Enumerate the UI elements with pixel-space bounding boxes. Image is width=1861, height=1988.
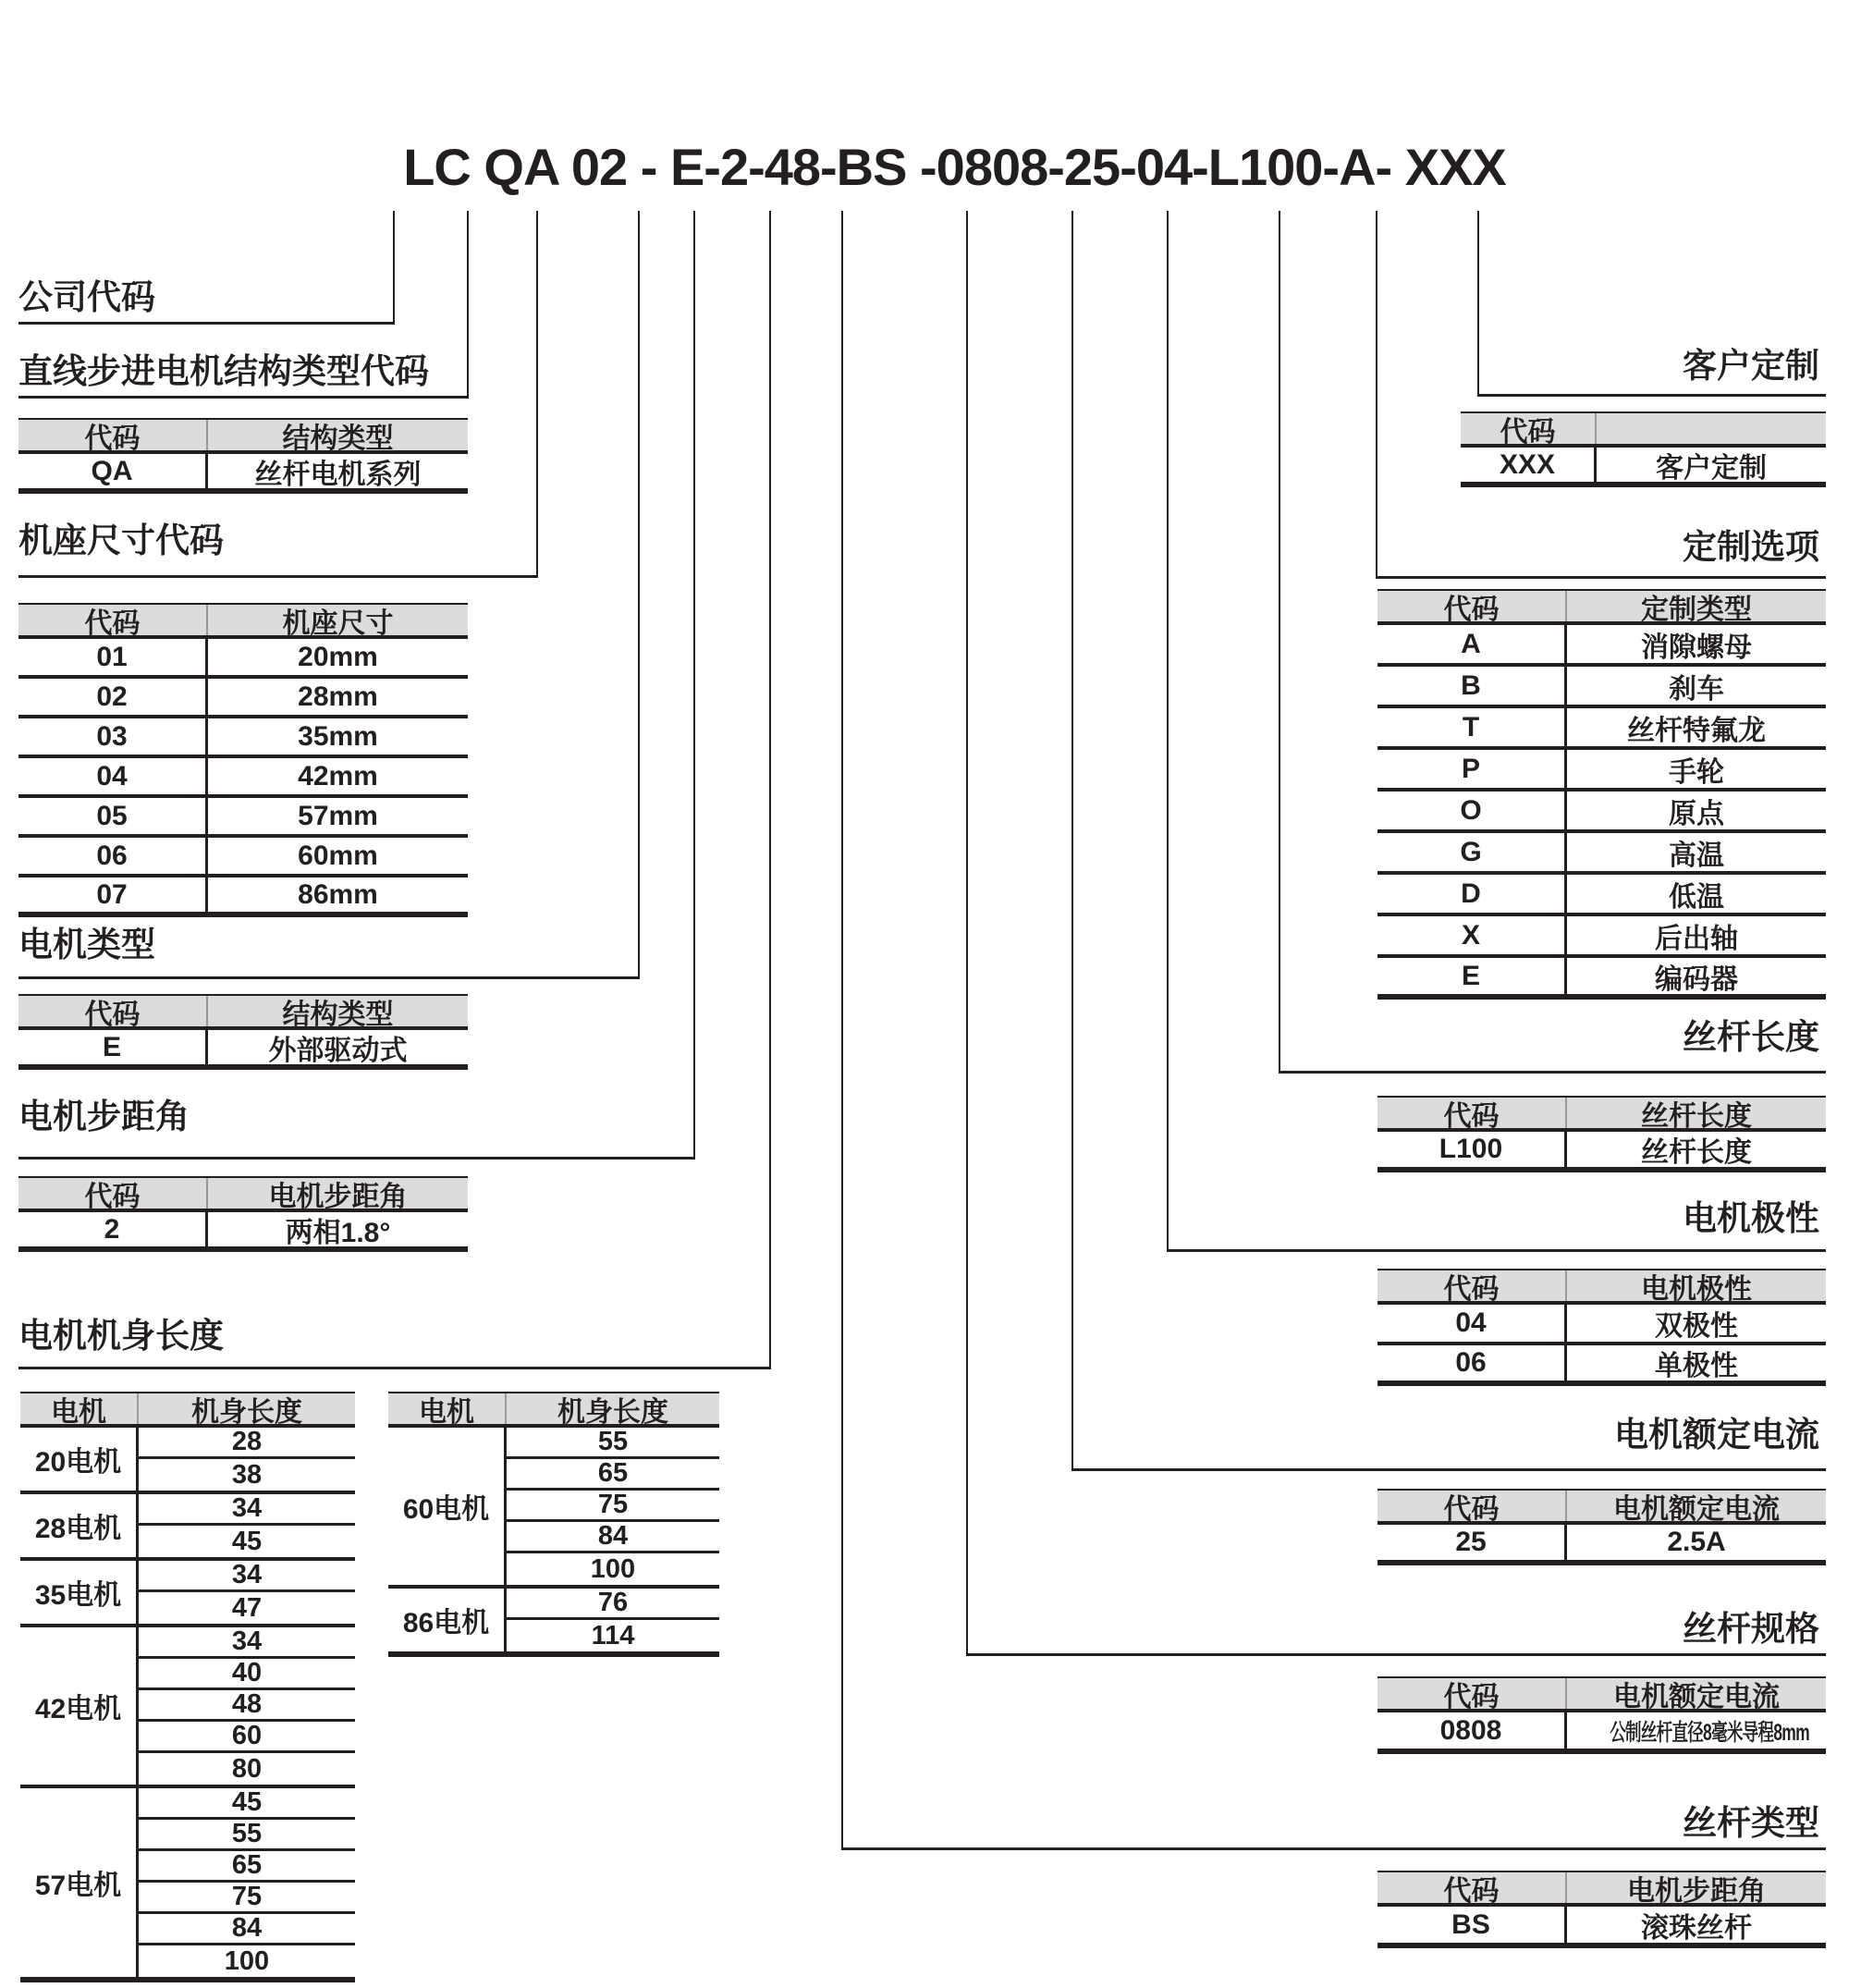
table-row — [1377, 1132, 1826, 1172]
connector-line-screw-spec — [966, 211, 968, 1656]
code-cell: BS — [1377, 1907, 1567, 1943]
value-cell: 两相1.8° — [285, 1217, 391, 1248]
header-cell-desc: 电机额定电流 — [1613, 1681, 1780, 1712]
motor-group-row — [20, 1627, 355, 1788]
table-header-row — [1377, 1678, 1826, 1712]
section-label-screw-type: 丝杆类型 — [1683, 1804, 1819, 1842]
length-value-cell: 34 — [139, 1627, 355, 1659]
header-cell-code: 代码 — [18, 605, 208, 635]
value-cell: 编码器 — [1655, 963, 1738, 995]
header-cell-desc: 机身长度 — [191, 1396, 302, 1428]
connector-line-body-length — [769, 211, 771, 1369]
connector-line-screw-length — [1279, 211, 1280, 1074]
connector-line-screw-type — [841, 211, 843, 1850]
motor-group-cell: 28电机 — [20, 1494, 139, 1557]
length-value-cell: 47 — [231, 1592, 263, 1623]
length-value-cell: 28 — [139, 1428, 355, 1459]
section-label-screw-length: 丝杆长度 — [1683, 1018, 1819, 1056]
code-cell: 2 — [18, 1212, 208, 1246]
table-row — [1377, 1712, 1826, 1754]
screw-type-table — [1377, 1871, 1826, 1948]
length-value-cell: 84 — [507, 1522, 719, 1553]
connector-line-step-angle — [693, 211, 695, 1160]
group-values — [139, 1494, 355, 1557]
code-cell: L100 — [1377, 1132, 1567, 1167]
code-cell: 02 — [18, 679, 208, 715]
header-cell-desc: 电机额定电流 — [1613, 1493, 1780, 1525]
code-cell: P — [1377, 750, 1567, 788]
section-underline-options — [1376, 576, 1826, 579]
rated-current-table — [1377, 1489, 1826, 1565]
table-row — [18, 838, 468, 877]
motor-group-row — [20, 1561, 355, 1627]
section-label-frame: 机座尺寸代码 — [18, 522, 224, 559]
table-row — [18, 758, 468, 798]
table-row — [18, 454, 468, 494]
table-header-row — [18, 420, 468, 454]
frame-size-table — [18, 603, 468, 917]
value-cell: 57mm — [298, 800, 378, 831]
section-underline-rated-current — [1071, 1468, 1826, 1471]
value-cell: 后出轴 — [1655, 923, 1738, 954]
table-row — [18, 639, 468, 679]
table-header-row — [1377, 1872, 1826, 1907]
table-row — [18, 798, 468, 838]
connector-line-structure — [467, 211, 469, 399]
code-cell: 25 — [1377, 1525, 1567, 1560]
length-value-cell: 75 — [507, 1491, 719, 1522]
motor-group-row — [20, 1494, 355, 1561]
length-value-cell: 100 — [590, 1553, 636, 1584]
table-header-row — [388, 1393, 719, 1428]
length-value-cell: 84 — [139, 1914, 355, 1945]
table-row — [1377, 708, 1826, 750]
code-cell: 04 — [18, 758, 208, 794]
customer-custom-table — [1461, 411, 1826, 487]
value-cell: 高温 — [1669, 840, 1724, 871]
part-number-title: LC QA 02 - E-2-48-BS -0808-25-04-L100-A- XXX — [403, 138, 1506, 196]
table-row — [1377, 1345, 1826, 1386]
table-row — [1377, 625, 1826, 667]
header-cell-code: 代码 — [1377, 1872, 1567, 1903]
table-header-row — [18, 996, 468, 1030]
value-cell: 丝杆长度 — [1641, 1137, 1752, 1168]
header-cell-code: 代码 — [1377, 591, 1567, 621]
length-value-cell: 60 — [139, 1722, 355, 1753]
value-cell: 手轮 — [1669, 756, 1724, 788]
value-cell: 丝杆特氟龙 — [1627, 715, 1766, 746]
table-row — [1377, 667, 1826, 708]
header-cell-desc: 丝杆长度 — [1641, 1100, 1752, 1132]
length-value-cell: 65 — [507, 1459, 719, 1491]
code-cell: A — [1377, 625, 1567, 663]
code-cell: G — [1377, 833, 1567, 871]
code-cell: O — [1377, 792, 1567, 829]
body-length-table-b — [388, 1392, 719, 1657]
section-underline-motor-type — [18, 976, 640, 979]
header-cell-code: 代码 — [18, 996, 208, 1026]
header-cell-code: 代码 — [18, 1178, 208, 1209]
table-row — [18, 1030, 468, 1070]
section-label-screw-spec: 丝杆规格 — [1683, 1610, 1819, 1648]
value-cell: 刹车 — [1669, 673, 1724, 705]
value-cell: 消隙螺母 — [1641, 632, 1752, 663]
header-cell-desc — [1597, 413, 1826, 444]
code-cell: E — [1377, 958, 1567, 994]
header-cell-code: 代码 — [1461, 413, 1597, 444]
header-cell-desc: 电机步距角 — [268, 1181, 408, 1212]
screw-spec-table — [1377, 1676, 1826, 1754]
motor-type-table — [18, 994, 468, 1070]
group-values — [507, 1428, 719, 1585]
table-row — [1377, 916, 1826, 958]
table-row — [1377, 833, 1826, 875]
section-label-polarity: 电机极性 — [1683, 1199, 1819, 1237]
connector-line-options — [1376, 211, 1377, 579]
motor-group-row — [388, 1589, 719, 1657]
motor-group-row — [20, 1428, 355, 1494]
table-row — [18, 718, 468, 758]
value-cell: 外部驱动式 — [268, 1035, 408, 1066]
section-underline-frame — [18, 575, 538, 578]
header-cell-desc: 电机步距角 — [1627, 1875, 1766, 1907]
code-cell: B — [1377, 667, 1567, 705]
value-cell: 公制丝杆直径8毫米导程8mm — [1610, 1719, 1810, 1746]
connector-line-polarity — [1167, 211, 1169, 1252]
value-cell: 丝杆电机系列 — [254, 459, 422, 490]
header-cell-desc: 结构类型 — [282, 999, 394, 1030]
code-cell: T — [1377, 708, 1567, 746]
value-cell: 86mm — [298, 878, 378, 910]
motor-group-cell: 20电机 — [20, 1428, 139, 1491]
value-cell: 20mm — [298, 641, 378, 672]
polarity-table — [1377, 1269, 1826, 1386]
value-cell: 单极性 — [1655, 1351, 1738, 1381]
group-values — [139, 1627, 355, 1785]
header-cell-code: 代码 — [1377, 1270, 1567, 1301]
length-value-cell: 38 — [231, 1459, 263, 1490]
header-cell-code: 代码 — [1377, 1491, 1567, 1521]
value-cell: 28mm — [298, 681, 378, 712]
section-underline-company — [18, 322, 395, 325]
group-values — [139, 1788, 355, 1977]
section-underline-screw-length — [1279, 1071, 1826, 1074]
connector-line-rated-current — [1071, 211, 1073, 1471]
length-value-cell: 65 — [139, 1851, 355, 1883]
value-cell: 60mm — [298, 840, 378, 871]
code-cell: XXX — [1461, 448, 1597, 482]
connector-line-frame — [536, 211, 538, 578]
length-value-cell: 55 — [507, 1428, 719, 1459]
code-cell: 06 — [18, 838, 208, 874]
value-cell: 2.5A — [1667, 1527, 1726, 1557]
table-header-row — [18, 1178, 468, 1212]
header-cell-code: 代码 — [18, 420, 208, 450]
value-cell: 原点 — [1669, 798, 1724, 829]
header-cell-code: 代码 — [1377, 1098, 1567, 1128]
length-value-cell: 34 — [139, 1561, 355, 1592]
code-cell: QA — [18, 454, 208, 488]
length-value-cell: 76 — [507, 1589, 719, 1620]
motor-group-cell: 57电机 — [20, 1788, 139, 1977]
length-value-cell: 55 — [139, 1820, 355, 1851]
section-label-options: 定制选项 — [1683, 528, 1819, 566]
motor-group-cell: 86电机 — [388, 1589, 507, 1651]
length-value-cell: 80 — [231, 1753, 263, 1784]
header-cell-code: 电机 — [20, 1393, 139, 1424]
motor-group-row — [388, 1428, 719, 1589]
table-row — [1377, 958, 1826, 1000]
code-cell: X — [1377, 916, 1567, 954]
code-cell: 07 — [18, 877, 208, 912]
value-cell: 双极性 — [1655, 1311, 1738, 1342]
code-cell: 03 — [18, 718, 208, 755]
group-values — [139, 1561, 355, 1624]
group-values — [139, 1428, 355, 1491]
section-label-body-length: 电机机身长度 — [18, 1317, 224, 1355]
table-header-row — [20, 1393, 355, 1428]
body-length-table-a — [20, 1392, 355, 1982]
length-value-cell: 48 — [139, 1690, 355, 1722]
section-label-company: 公司代码 — [18, 278, 155, 316]
section-label-step-angle: 电机步距角 — [18, 1098, 190, 1135]
code-cell: 04 — [1377, 1305, 1567, 1342]
header-cell-code: 电机 — [388, 1393, 507, 1424]
code-cell: 0808 — [1377, 1712, 1567, 1749]
table-row — [1377, 1525, 1826, 1565]
motor-group-cell: 42电机 — [20, 1627, 139, 1785]
connector-line-motor-type — [638, 211, 640, 979]
connector-line-custom — [1477, 211, 1479, 397]
screw-length-table — [1377, 1096, 1826, 1172]
table-header-row — [18, 605, 468, 639]
group-values — [507, 1589, 719, 1651]
table-row — [18, 877, 468, 917]
length-value-cell: 114 — [591, 1620, 635, 1651]
section-underline-polarity — [1167, 1249, 1826, 1252]
structure-type-table — [18, 418, 468, 494]
length-value-cell: 75 — [139, 1883, 355, 1914]
connector-line-company — [393, 211, 395, 325]
code-cell: 05 — [18, 798, 208, 834]
header-cell-desc: 机身长度 — [557, 1396, 668, 1428]
header-cell-code: 代码 — [1377, 1678, 1567, 1709]
section-underline-screw-type — [841, 1847, 1826, 1850]
table-row — [1377, 875, 1826, 916]
table-row — [18, 1212, 468, 1252]
table-row — [1461, 448, 1826, 487]
section-underline-step-angle — [18, 1157, 695, 1160]
table-header-row — [1377, 1098, 1826, 1132]
header-cell-desc: 机座尺寸 — [282, 607, 394, 639]
code-cell: D — [1377, 875, 1567, 913]
value-cell: 42mm — [298, 760, 378, 792]
step-angle-table — [18, 1176, 468, 1252]
table-row — [18, 679, 468, 718]
section-label-custom: 客户定制 — [1683, 347, 1819, 385]
table-row — [1377, 792, 1826, 833]
length-value-cell: 34 — [139, 1494, 355, 1526]
table-row — [1377, 1305, 1826, 1345]
section-underline-custom — [1477, 394, 1826, 397]
motor-group-row — [20, 1788, 355, 1982]
table-header-row — [1461, 413, 1826, 448]
length-value-cell: 45 — [139, 1788, 355, 1820]
table-header-row — [1377, 1491, 1826, 1525]
table-header-row — [1377, 591, 1826, 625]
custom-options-table — [1377, 589, 1826, 1000]
section-label-motor-type: 电机类型 — [18, 926, 155, 963]
value-cell: 低温 — [1669, 881, 1724, 913]
table-header-row — [1377, 1270, 1826, 1305]
length-value-cell: 40 — [139, 1659, 355, 1690]
table-row — [1377, 750, 1826, 792]
value-cell: 客户定制 — [1656, 452, 1767, 484]
section-underline-screw-spec — [966, 1653, 1826, 1656]
section-label-rated-current: 电机额定电流 — [1614, 1416, 1819, 1454]
section-underline-body-length — [18, 1367, 771, 1369]
length-value-cell: 45 — [231, 1526, 263, 1556]
motor-group-cell: 60电机 — [388, 1428, 507, 1585]
length-value-cell: 100 — [224, 1945, 270, 1976]
section-underline-structure — [18, 396, 469, 399]
header-cell-desc: 结构类型 — [282, 423, 394, 454]
code-cell: E — [18, 1030, 208, 1064]
value-cell: 滚珠丝杆 — [1641, 1912, 1752, 1944]
table-row — [1377, 1907, 1826, 1948]
header-cell-desc: 电机极性 — [1641, 1273, 1752, 1305]
section-label-structure: 直线步进电机结构类型代码 — [18, 352, 429, 390]
code-cell: 06 — [1377, 1345, 1567, 1381]
motor-group-cell: 35电机 — [20, 1561, 139, 1624]
code-cell: 01 — [18, 639, 208, 675]
value-cell: 35mm — [298, 720, 378, 752]
header-cell-desc: 定制类型 — [1641, 594, 1752, 625]
